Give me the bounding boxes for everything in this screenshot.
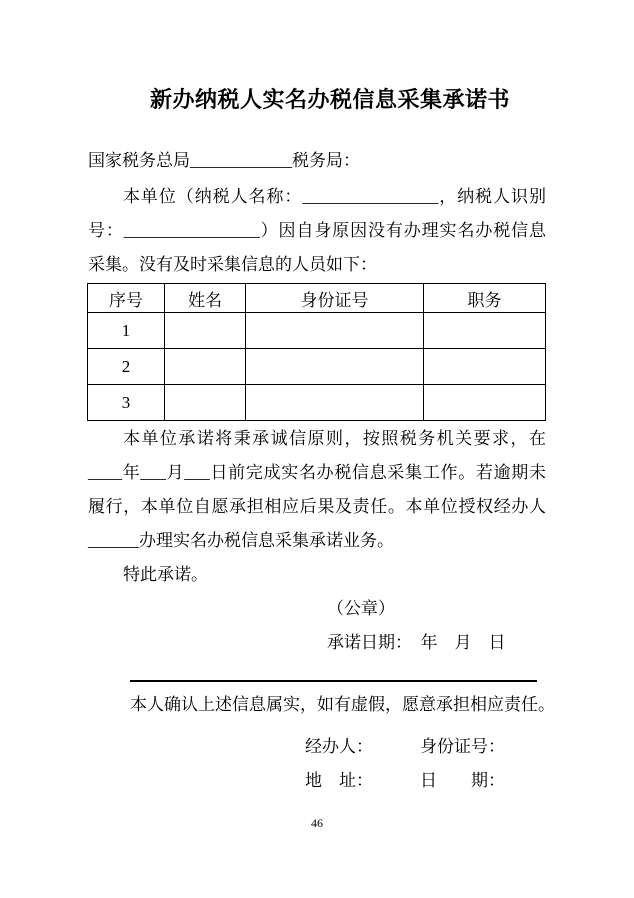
footer-signature-fields [305,730,546,798]
seal-placeholder: （公章） [327,599,395,618]
signature-block [327,592,546,660]
footer-row-address [305,764,546,798]
salutation-line: 国家税务总局____________税务局： [88,151,360,170]
table-row [88,385,546,421]
cell-id-number [246,385,424,421]
date-label: 日 期： [420,771,505,790]
table-row [88,349,546,385]
commitment-paragraph: 本单位承诺将秉承诚信原则，按照税务机关要求，在____年___月___日前完成实名办税信息采集工作。若逾期未履行，本单位自愿承担相应后果及责任。本单位授权经办人______办理实名办税信息采集承诺业务。 [88,429,546,550]
cell-serial: 3 [88,385,165,421]
column-header-id-number: 身份证号 [246,284,424,313]
cell-name [165,313,246,349]
cell-serial: 1 [88,313,165,349]
page-number: 46 [311,816,323,830]
cell-name [165,385,246,421]
column-header-name: 姓名 [165,284,246,313]
column-header-serial: 序号 [88,284,165,313]
cell-position [424,385,546,421]
table-header-row [88,284,546,313]
cell-position [424,349,546,385]
commitment-date-line: 承诺日期： 年 月 日 [327,633,506,652]
intro-paragraph: 本单位（纳税人名称：________________，纳税人识别号：________________）因自身原因没有办理实名办税信息采集。没有及时采集信息的人员如下： [88,187,546,274]
address-label: 地 址： [305,771,373,790]
document-title: 新办纳税人实名办税信息采集承诺书 [149,87,510,112]
cell-id-number [246,349,424,385]
personnel-table [87,283,546,421]
cell-position [424,313,546,349]
agent-label: 经办人： [305,737,373,756]
closing-line: 特此承诺。 [123,565,208,584]
tear-off-separator [130,680,537,682]
cell-name [165,349,246,385]
cell-id-number [246,313,424,349]
column-header-position: 职务 [424,284,546,313]
cell-serial: 2 [88,349,165,385]
table-row [88,313,546,349]
id-number-label: 身份证号： [420,737,505,756]
confirmation-statement: 本人确认上述信息属实，如有虚假，愿意承担相应责任。 [130,695,555,714]
footer-row-agent [305,730,546,764]
